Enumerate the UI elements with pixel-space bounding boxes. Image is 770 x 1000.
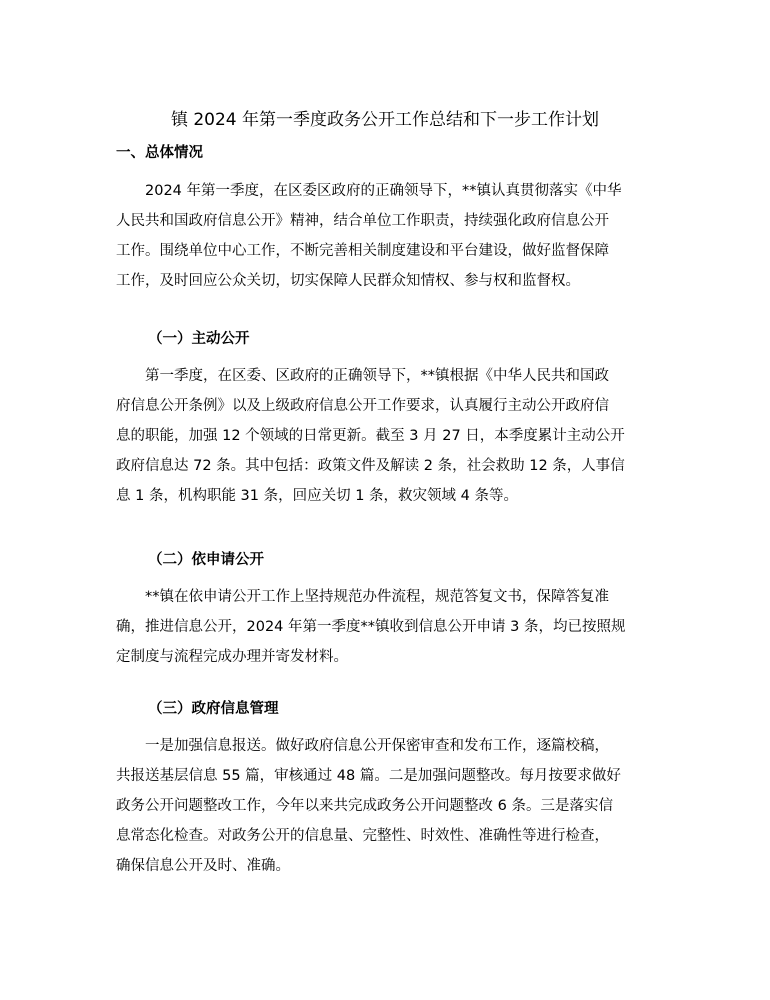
section-heading-overview: 一、总体情况 <box>116 145 203 161</box>
paragraph-line: 息的职能，加强 12 个领域的日常更新。截至 3 月 27 日，本季度累计主动公开 <box>116 428 625 444</box>
paragraph-line: 第一季度，在区委、区政府的正确领导下，**镇根据《中华人民共和国政 <box>145 368 609 384</box>
document-title: 镇 2024 年第一季度政务公开工作总结和下一步工作计划 <box>170 110 600 130</box>
paragraph-line: 一是加强信息报送。做好政府信息公开保密审查和发布工作，逐篇校稿， <box>145 738 609 754</box>
proactive-paragraph <box>116 361 658 511</box>
paragraph-line: 2024 年第一季度，在区委区政府的正确领导下，**镇认真贯彻落实《中华 <box>145 183 622 199</box>
paragraph-line: 工作。围绕单位中心工作，不断完善相关制度建设和平台建设，做好监督保障 <box>116 243 609 259</box>
paragraph-line: 定制度与流程完成办理并寄发材料。 <box>116 649 348 665</box>
paragraph-line: 确，推进信息公开，2024 年第一季度**镇收到信息公开申请 3 条，均已按照规 <box>116 619 626 635</box>
paragraph-line: 政府信息达 72 条。其中包括：政策文件及解读 2 条，社会救助 12 条，人事信 <box>116 458 625 474</box>
subsection-heading-info-management: （三）政府信息管理 <box>148 701 279 717</box>
paragraph-line: 人民共和国政府信息公开》精神，结合单位工作职责，持续强化政府信息公开 <box>116 213 609 229</box>
overview-paragraph <box>116 176 658 296</box>
paragraph-line: 共报送基层信息 55 篇，审核通过 48 篇。二是加强问题整改。每月按要求做好 <box>116 768 621 784</box>
info-management-paragraph <box>116 731 658 881</box>
paragraph-line: 息常态化检查。对政务公开的信息量、完整性、时效性、准确性等进行检查， <box>116 828 609 844</box>
on-request-paragraph <box>116 582 658 672</box>
paragraph-line: 工作，及时回应公众关切，切实保障人民群众知情权、参与权和监督权。 <box>116 273 580 289</box>
subsection-heading-proactive: （一）主动公开 <box>148 331 250 347</box>
paragraph-line: **镇在依申请公开工作上坚持规范办件流程，规范答复文书，保障答复准 <box>145 589 609 605</box>
paragraph-line: 府信息公开条例》以及上级政府信息公开工作要求，认真履行主动公开政府信 <box>116 398 609 414</box>
paragraph-line: 政务公开问题整改工作，今年以来共完成政务公开问题整改 6 条。三是落实信 <box>116 798 613 814</box>
paragraph-line: 息 1 条，机构职能 31 条，回应关切 1 条，救灾领域 4 条等。 <box>116 488 518 504</box>
subsection-heading-on-request: （二）依申请公开 <box>148 552 264 568</box>
paragraph-line: 确保信息公开及时、准确。 <box>116 858 290 874</box>
